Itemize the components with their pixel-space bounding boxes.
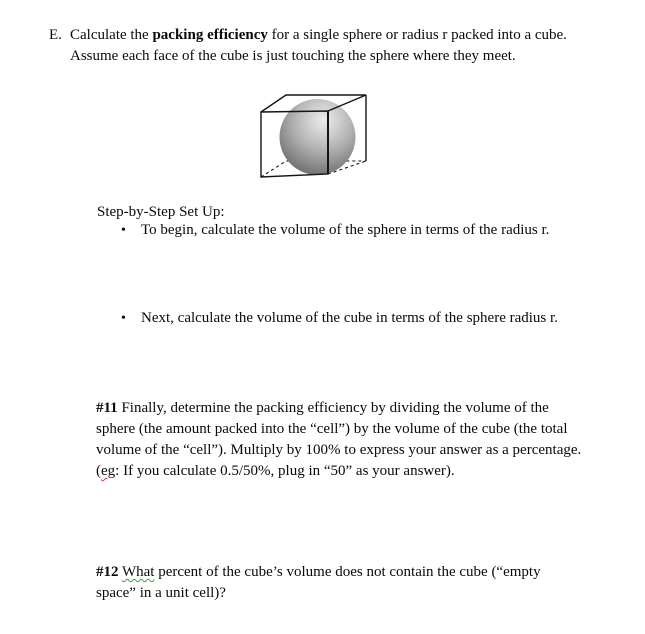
question-11-line4 xyxy=(96,461,611,482)
sphere xyxy=(280,99,356,175)
problem-e-label: E. xyxy=(49,27,62,43)
question-11-line4-text: : If you calculate 0.5/50%, plug in “50” as your answer). xyxy=(115,463,455,479)
problem-e-line1-end: for a single sphere or radius r packed into a cube. xyxy=(267,27,567,43)
question-12-line1-text: percent of the cube’s volume does not contain the cube (“empty xyxy=(154,564,541,580)
question-12-number: #12 xyxy=(96,564,119,580)
question-11-number: #11 xyxy=(96,400,118,416)
packing-efficiency-term: packing efficiency xyxy=(152,27,268,43)
setup-heading: Step-by-Step Set Up: xyxy=(97,204,225,220)
question-11 xyxy=(96,398,611,482)
setup-bullet-2-text: Next, calculate the volume of the cube in terms of the sphere radius r. xyxy=(141,310,558,326)
misspelled-word-eg: eg xyxy=(101,463,116,479)
bullet-icon: • xyxy=(121,311,126,326)
sphere-in-cube-figure xyxy=(250,88,420,188)
grammar-flagged-word-what: What xyxy=(121,564,155,580)
setup-bullet-2 xyxy=(121,308,601,329)
problem-e-text xyxy=(70,25,609,67)
problem-e-line2: Assume each face of the cube is just touching the sphere where they meet. xyxy=(70,48,516,64)
problem-e-line1-start: Calculate the xyxy=(70,27,153,43)
question-11-line1-text: Finally, determine the packing efficiency by dividing the volume of the xyxy=(117,400,549,416)
question-11-line3: volume of the “cell”). Multiply by 100% to express your answer as a percentage. xyxy=(96,442,582,458)
setup-bullet-1-text: To begin, calculate the volume of the sphere in terms of the radius r. xyxy=(141,222,550,238)
problem-e-line1 xyxy=(70,25,609,46)
question-12-line1 xyxy=(96,562,611,583)
question-12-line2: space” in a unit cell)? xyxy=(96,585,226,601)
problem-e-statement xyxy=(49,25,609,67)
question-11-line1 xyxy=(96,398,611,419)
question-11-line2: sphere (the amount packed into the “cell”) by the volume of the cube (the total xyxy=(96,421,568,437)
bullet-icon: • xyxy=(121,223,126,238)
setup-bullet-1 xyxy=(121,220,601,241)
question-12 xyxy=(96,562,611,604)
question-11-line4-open: ( xyxy=(96,463,101,479)
